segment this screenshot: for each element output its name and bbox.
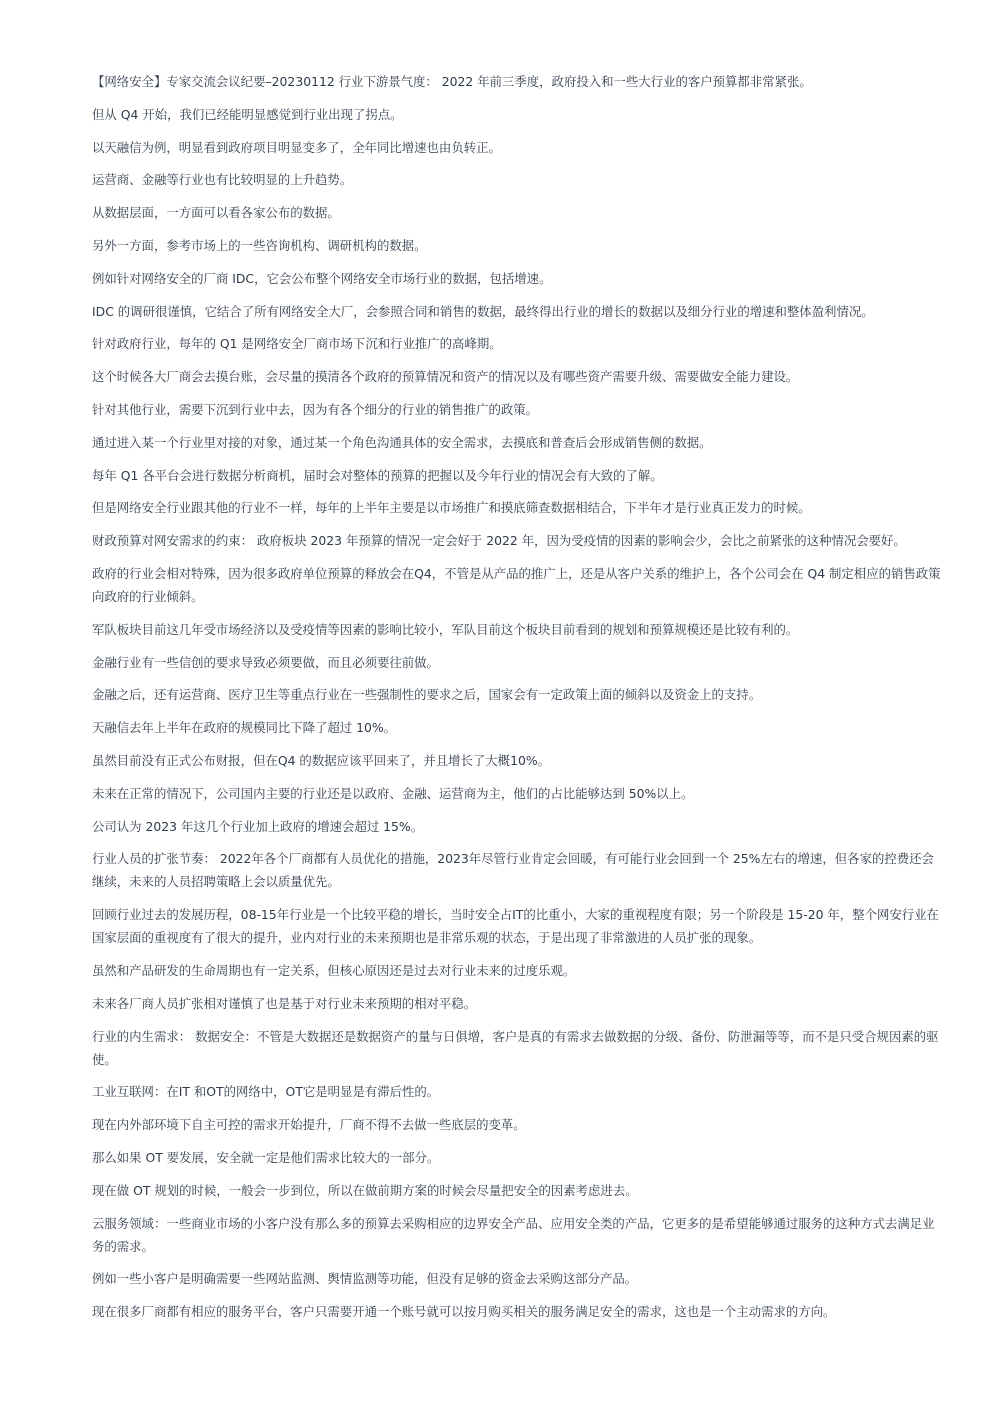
paragraph-28: 行业的内生需求： 数据安全：不管是大数据还是数据资产的量与日俱增，客户是真的有需求去做数据的分级、备份、防泄漏等等，而不是只受合规因素的驱使。 — [92, 1028, 939, 1067]
paragraph-29: 工业互联网：在IT 和OT的网络中，OT它是明显是有滞后性的。 — [92, 1084, 440, 1100]
paragraph-11: 针对其他行业，需要下沉到行业中去，因为有各个细分的行业的销售推广的政策。 — [92, 401, 539, 417]
paragraph-23: 公司认为 2023 年这几个行业加上政府的增速会超过 15%。 — [92, 818, 424, 834]
paragraph-16: 政府的行业会相对特殊，因为很多政府单位预算的释放会在Q4，不管是从产品的推广上，还是从客户关系的维护上，各个公司会在 Q4 制定相应的销售政策向政府的行业倾斜。 — [92, 565, 941, 604]
paragraph-26: 虽然和产品研发的生命周期也有一定关系，但核心原因还是过去对行业未来的过度乐观。 — [92, 962, 576, 978]
paragraph-5: 从数据层面，一方面可以看各家公布的数据。 — [92, 205, 340, 221]
paragraph-7: 例如针对网络安全的厂商 IDC，它会公布整个网络安全市场行业的数据，包括增速。 — [92, 270, 552, 286]
paragraph-31: 那么如果 OT 要发展，安全就一定是他们需求比较大的一部分。 — [92, 1149, 440, 1165]
paragraph-35: 现在很多厂商都有相应的服务平台，客户只需要开通一个账号就可以按月购买相关的服务满足安全的需求，这也是一个主动需求的方向。 — [92, 1304, 836, 1320]
paragraph-14: 但是网络安全行业跟其他的行业不一样，每年的上半年主要是以市场推广和摸底筛查数据相结合，下半年才是行业真正发力的时候。 — [92, 500, 811, 516]
paragraph-32: 现在做 OT 规划的时候，一般会一步到位，所以在做前期方案的时候会尽量把安全的因素考虑进去。 — [92, 1182, 638, 1198]
paragraph-34: 例如一些小客户是明确需要一些网站监测、舆情监测等功能，但没有足够的资金去采购这部分产品。 — [92, 1271, 638, 1287]
paragraph-3: 以天融信为例，明显看到政府项目明显变多了，全年同比增速也由负转正。 — [92, 139, 501, 155]
paragraph-25: 回顾行业过去的发展历程，08-15年行业是一个比较平稳的增长，当时安全占IT的比重小，大家的重视程度有限；另一个阶段是 15-20 年，整个网安行业在国家层面的重视度有了很大的提升，业内对行业的未来预期也是非常乐观的状态，于是出现了非常激进的人员扩张的现象。 — [92, 907, 939, 946]
paragraph-17: 军队板块目前这几年受市场经济以及受疫情等因素的影响比较小，军队目前这个板块目前看到的规划和预算规模还是比较有利的。 — [92, 621, 799, 637]
paragraph-8: IDC 的调研很谨慎，它结合了所有网络安全大厂，会参照合同和销售的数据，最终得出行业的增长的数据以及细分行业的增速和整体盈利情况。 — [92, 303, 874, 319]
paragraph-4: 运营商、金融等行业也有比较明显的上升趋势。 — [92, 172, 353, 188]
paragraph-15: 财政预算对网安需求的约束： 政府板块 2023 年预算的情况一定会好于 2022 年，因为受疫情的因素的影响会少，会比之前紧张的这种情况会要好。 — [92, 533, 906, 549]
paragraph-1: 【网络安全】专家交流会议纪要–20230112 行业下游景气度： 2022 年前三季度，政府投入和一些大行业的客户预算都非常紧张。 — [92, 74, 812, 89]
paragraph-22: 未来在正常的情况下，公司国内主要的行业还是以政府、金融、运营商为主，他们的占比能够达到 50%以上。 — [92, 785, 694, 801]
paragraph-18: 金融行业有一些信创的要求导致必须要做，而且必须要往前做。 — [92, 654, 439, 670]
paragraph-12: 通过进入某一个行业里对接的对象，通过某一个角色沟通具体的安全需求，去摸底和普查后会形成销售侧的数据。 — [92, 434, 712, 450]
paragraph-30: 现在内外部环境下自主可控的需求开始提升，厂商不得不去做一些底层的变革。 — [92, 1117, 526, 1133]
paragraph-19: 金融之后，还有运营商、医疗卫生等重点行业在一些强制性的要求之后，国家会有一定政策上面的倾斜以及资金上的支持。 — [92, 687, 762, 703]
paragraph-21: 虽然目前没有正式公布财报，但在Q4 的数据应该平回来了，并且增长了大概10%。 — [92, 752, 551, 768]
paragraph-10: 这个时候各大厂商会去摸台账，会尽量的摸清各个政府的预算情况和资产的情况以及有哪些资产需要升级、需要做安全能力建设。 — [92, 369, 799, 385]
paragraph-6: 另外一方面，参考市场上的一些咨询机构、调研机构的数据。 — [92, 237, 427, 253]
paragraph-2: 但从 Q4 开始，我们已经能明显感觉到行业出现了拐点。 — [92, 106, 403, 122]
paragraph-20: 天融信去年上半年在政府的规模同比下降了超过 10%。 — [92, 720, 397, 736]
paragraph-24: 行业人员的扩张节奏： 2022年各个厂商都有人员优化的措施，2023年尽管行业肯定会回暖，有可能行业会回到一个 25%左右的增速，但各家的控费还会继续，未来的人员招聘策略上会以质量优先。 — [92, 851, 934, 890]
paragraph-9: 针对政府行业，每年的 Q1 是网络安全厂商市场下沉和行业推广的高峰期。 — [92, 336, 502, 352]
paragraph-13: 每年 Q1 各平台会进行数据分析商机，届时会对整体的预算的把握以及今年行业的情况会有大致的了解。 — [92, 467, 663, 483]
paragraph-27: 未来各厂商人员扩张相对谨慎了也是基于对行业未来预期的相对平稳。 — [92, 995, 477, 1011]
paragraph-33: 云服务领域：一些商业市场的小客户没有那么多的预算去采购相应的边界安全产品、应用安全类的产品，它更多的是希望能够通过服务的这种方式去满足业务的需求。 — [92, 1215, 935, 1254]
